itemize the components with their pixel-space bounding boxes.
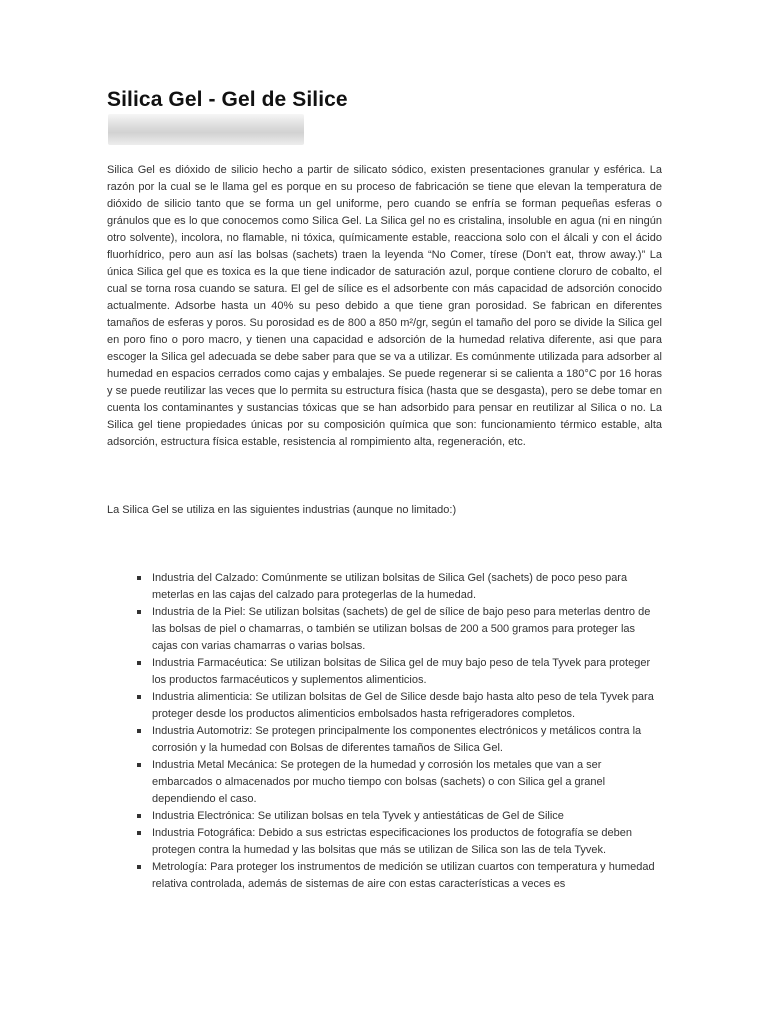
list-item: Metrología: Para proteger los instrumentos de medición se utilizan cuartos con temperatura y humedad relativa controlada, además de sistemas de aire con estas características a veces es bbox=[135, 859, 655, 893]
bullet-square-icon bbox=[137, 814, 141, 818]
list-item: Industria alimenticia: Se utilizan bolsitas de Gel de Silice desde bajo hasta alto peso de tela Tyvek para proteger desde los productos alimenticios embolsados hasta refrigeradores completos. bbox=[135, 689, 655, 723]
bullet-square-icon bbox=[137, 610, 141, 614]
list-item: Industria Metal Mecánica: Se protegen de la humedad y corrosión los metales que van a ser embarcados o almacenados por mucho tiempo con bolsas (sachets) o con Silica gel a granel dependiendo el caso. bbox=[135, 757, 655, 808]
list-item: Industria del Calzado: Comúnmente se utilizan bolsitas de Silica Gel (sachets) de poco peso para meterlas en las cajas del calzado para protegerlas de la humedad. bbox=[135, 570, 655, 604]
list-item: Industria Farmacéutica: Se utilizan bolsitas de Silica gel de muy bajo peso de tela Tyvek para proteger los productos farmacéuticos y suplementos alimenticios. bbox=[135, 655, 655, 689]
list-item: Industria Fotográfica: Debido a sus estrictas especificaciones los productos de fotografía se deben protegen contra la humedad y las bolsitas que más se utilizan de Silica son las de tela Tyvek. bbox=[135, 825, 655, 859]
list-item: Industria de la Piel: Se utilizan bolsitas (sachets) de gel de sílice de bajo peso para meterlas dentro de las bolsas de piel o chamarras, o también se utilizan bolsas de 200 a 500 gramos para proteger las cajas con varias chamarras o varias bolsas. bbox=[135, 604, 655, 655]
list-item: Industria Automotriz: Se protegen principalmente los componentes electrónicos y metálicos contra la corrosión y la humedad con Bolsas de diferentes tamaños de Silica Gel. bbox=[135, 723, 655, 757]
bullet-square-icon bbox=[137, 831, 141, 835]
bullet-square-icon bbox=[137, 576, 141, 580]
page-title: Silica Gel - Gel de Silice bbox=[107, 88, 348, 111]
list-item: Industria Electrónica: Se utilizan bolsas en tela Tyvek y antiestáticas de Gel de Silice bbox=[135, 808, 655, 825]
industries-list bbox=[135, 570, 655, 893]
bullet-square-icon bbox=[137, 763, 141, 767]
body-paragraph: Silica Gel es dióxido de silicio hecho a partir de silicato sódico, existen presentaciones granular y esférica. La razón por la cual se le llama gel es porque en su proceso de fabricación se tiene que elevan la temperatura de dióxido de silicio tanto que se forma un gel uniforme, pero cuando se enfría se forman pequeñas esferas o gránulos que es lo que conocemos como Silica Gel. La Silica gel no es cristalina, insoluble en agua (ni en ningún otro solvente), incolora, no flamable, ni tóxica, químicamente estable, reacciona solo con el álcali y con el ácido fluorhídrico, pero aun así las bolsas (sachets) traen la leyenda “No Comer, tírese (Don't eat, throw away.)” La única Silica gel que es toxica es la que tiene indicador de saturación azul, porque contiene cloruro de cobalto, el cual se torna rosa cuando se satura. El gel de sílice es el adsorbente con más capacidad de adsorción conocido actualmente. Adsorbe hasta un 40% su peso debido a que tiene gran porosidad. Se fabrican en diferentes tamaños de esferas y poros. Su porosidad es de 800 a 850 m²/gr, según el tamaño del poro se divide la Silica gel en poro fino o poro macro, y tienen una capacidad e adsorción de la humedad relativa diferente, asi que para escoger la Silica gel adecuada se debe saber para que se va a utilizar. Es comúnmente utilizada para adsorber al humedad en espacios cerrados como cajas y embalajes. Se puede regenerar si se calienta a 180°C por 16 horas y se puede reutilizar las veces que lo permita su estructura física (hasta que se desgasta), pero se debe tomar en cuenta los contaminantes y sustancias tóxicas que se han adsorbido para pensar en reutilizar al Silica o no. La Silica gel tiene propiedades únicas por su composición química que son: funcionamiento térmico estable, alta adsorción, estructura física estable, resistencia al rompimiento alta, regeneración, etc. bbox=[107, 164, 662, 448]
bullet-square-icon bbox=[137, 729, 141, 733]
bullet-square-icon bbox=[137, 865, 141, 869]
industries-intro: La Silica Gel se utiliza en las siguientes industrias (aunque no limitado:) bbox=[107, 504, 457, 516]
title-underline-bar bbox=[108, 114, 304, 145]
bullet-square-icon bbox=[137, 661, 141, 665]
bullet-square-icon bbox=[137, 695, 141, 699]
